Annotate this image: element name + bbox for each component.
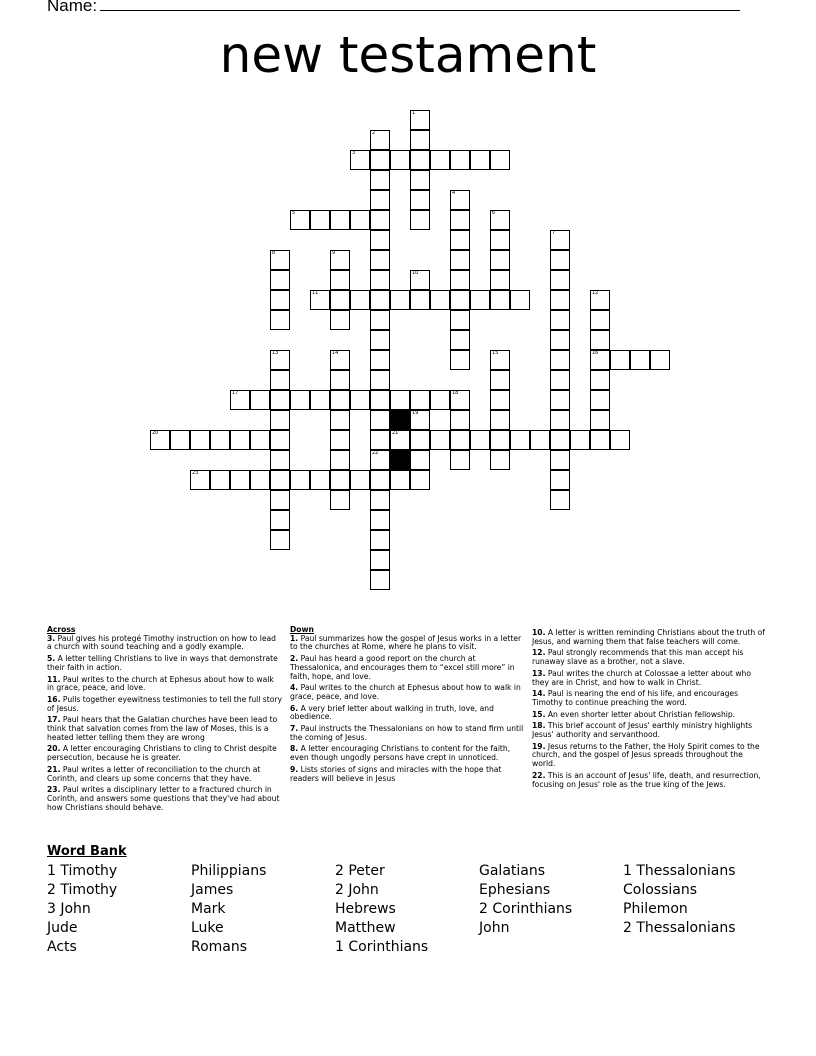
clue-text: Lists stories of signs and miracles with the hope that readers will believe in Jesus <box>290 764 502 783</box>
grid-cell[interactable] <box>330 450 350 470</box>
grid-cell[interactable] <box>550 330 570 350</box>
grid-cell[interactable] <box>490 250 510 270</box>
grid-cell[interactable] <box>610 350 630 370</box>
grid-cell[interactable] <box>550 290 570 310</box>
clue-text: Paul has heard a good report on the church at Thessalonica, and encourages them to “excel still more” in faith, hope, and love. <box>290 654 515 681</box>
word-bank-item: 2 Thessalonians <box>623 920 736 936</box>
down-clue <box>290 725 526 742</box>
clue-text: Paul writes a letter of reconciliation to the church at Corinth, and clears up some concerns that they have. <box>47 764 261 783</box>
down-clues-continued <box>532 629 768 792</box>
clue-number-label: 18. <box>532 721 546 731</box>
clue-number-label: 23. <box>47 785 61 795</box>
grid-cell[interactable] <box>290 470 310 490</box>
clue-number: 22 <box>372 450 379 456</box>
name-label: Name: <box>47 0 98 15</box>
grid-cell[interactable] <box>410 150 430 170</box>
down-clue <box>290 684 526 701</box>
grid-cell[interactable] <box>170 430 190 450</box>
grid-cell[interactable] <box>510 430 530 450</box>
across-clue <box>47 676 283 693</box>
grid-cell[interactable] <box>490 410 510 430</box>
grid-cell[interactable] <box>310 210 330 230</box>
grid-cell[interactable] <box>590 430 610 450</box>
clue-number: 17 <box>232 390 239 396</box>
grid-cell[interactable] <box>370 450 390 470</box>
clue-text: Pulls together eyewitness testimonies to tell the full story of Jesus. <box>47 694 282 713</box>
clue-text: A very brief letter about walking in truth, love, and obedience. <box>290 703 494 722</box>
word-bank-item: 2 Corinthians <box>479 901 573 917</box>
grid-cell[interactable] <box>410 110 430 130</box>
black-cell <box>390 450 410 470</box>
grid-cell[interactable] <box>450 430 470 450</box>
grid-cell[interactable] <box>190 470 210 490</box>
word-bank-item: 1 Timothy <box>47 863 118 879</box>
grid-cell[interactable] <box>450 350 470 370</box>
grid-cell[interactable] <box>330 470 350 490</box>
grid-cell[interactable] <box>450 290 470 310</box>
grid-cell[interactable] <box>270 290 290 310</box>
word-bank-item: Mark <box>191 901 226 917</box>
grid-cell[interactable] <box>490 290 510 310</box>
grid-cell[interactable] <box>370 310 390 330</box>
word-bank-item: 2 Peter <box>335 863 385 879</box>
grid-cell[interactable] <box>550 370 570 390</box>
grid-cell[interactable] <box>370 190 390 210</box>
clue-number: 14 <box>332 350 339 356</box>
grid-cell[interactable] <box>270 450 290 470</box>
grid-cell[interactable] <box>230 470 250 490</box>
grid-cell[interactable] <box>410 270 430 290</box>
clue-number: 3 <box>352 150 356 156</box>
clue-number: 23 <box>192 470 199 476</box>
grid-cell[interactable] <box>310 290 330 310</box>
clue-text: A letter encouraging Christians to content for the faith, even though ungodly persons have crept in unnoticed. <box>290 744 511 763</box>
word-bank-item: 2 John <box>335 882 379 898</box>
grid-cell[interactable] <box>450 310 470 330</box>
grid-cell[interactable] <box>490 270 510 290</box>
grid-cell[interactable] <box>370 290 390 310</box>
grid-cell[interactable] <box>230 390 250 410</box>
grid-cell[interactable] <box>490 390 510 410</box>
clue-number: 6 <box>492 210 496 216</box>
clue-text: An even shorter letter about Christian fellowship. <box>545 709 736 719</box>
word-bank-item: Philemon <box>623 901 688 917</box>
grid-cell[interactable] <box>370 530 390 550</box>
grid-cell[interactable] <box>330 370 350 390</box>
across-clue <box>47 745 283 762</box>
grid-cell[interactable] <box>550 250 570 270</box>
grid-cell[interactable] <box>370 510 390 530</box>
clue-text: Paul is nearing the end of his life, and encourages Timothy to continue preaching the word. <box>532 689 739 707</box>
grid-cell[interactable] <box>410 210 430 230</box>
word-bank-item: Galatians <box>479 863 546 879</box>
grid-cell[interactable] <box>370 330 390 350</box>
grid-cell[interactable] <box>350 390 370 410</box>
grid-cell[interactable] <box>450 230 470 250</box>
grid-cell[interactable] <box>550 350 570 370</box>
down-clue <box>532 690 768 707</box>
grid-cell[interactable] <box>310 390 330 410</box>
grid-cell[interactable] <box>410 410 430 430</box>
grid-cell[interactable] <box>550 470 570 490</box>
word-bank-item: Colossians <box>623 882 698 898</box>
across-clue <box>47 766 283 783</box>
grid-cell[interactable] <box>550 430 570 450</box>
clue-number: 12 <box>592 290 599 296</box>
clue-number: 9 <box>332 250 336 256</box>
grid-cell[interactable] <box>370 390 390 410</box>
grid-cell[interactable] <box>450 410 470 430</box>
grid-cell[interactable] <box>330 430 350 450</box>
word-bank-item: 1 Thessalonians <box>623 863 736 879</box>
down-clue <box>532 722 768 739</box>
grid-cell[interactable] <box>590 290 610 310</box>
clue-text: Paul instructs the Thessalonians on how to stand firm until the coming of Jesus. <box>290 724 524 742</box>
grid-cell[interactable] <box>210 470 230 490</box>
puzzle-title: new testament <box>219 26 597 84</box>
grid-cell[interactable] <box>590 390 610 410</box>
grid-cell[interactable] <box>430 430 450 450</box>
word-bank-item: John <box>479 920 510 936</box>
grid-cell[interactable] <box>570 430 590 450</box>
word-bank-item: 3 John <box>47 901 91 917</box>
clue-number-label: 13. <box>532 668 546 678</box>
grid-cell[interactable] <box>270 470 290 490</box>
grid-cell[interactable] <box>370 270 390 290</box>
word-bank-item: Jude <box>47 920 78 936</box>
grid-cell[interactable] <box>390 290 410 310</box>
grid-cell[interactable] <box>210 430 230 450</box>
grid-cell[interactable] <box>450 330 470 350</box>
clue-number: 21 <box>392 430 399 436</box>
grid-cell[interactable] <box>370 350 390 370</box>
word-bank-item: 1 Corinthians <box>335 939 429 955</box>
grid-cell[interactable] <box>330 350 350 370</box>
down-clue <box>532 743 768 769</box>
down-clue <box>532 629 768 646</box>
clue-text: Paul writes to the church at Ephesus about how to walk in grace, peace, and love. <box>47 674 274 693</box>
clue-number-label: 1. <box>290 633 299 643</box>
down-clue <box>532 649 768 666</box>
down-heading: Down <box>290 625 314 634</box>
clue-text: Paul gives his protegé Timothy instruction on how to lead a church with sound teaching and a godly example. <box>47 633 276 652</box>
grid-cell[interactable] <box>550 230 570 250</box>
grid-cell[interactable] <box>410 430 430 450</box>
clue-text: This is an account of Jesus' life, death, and resurrection, focusing on Jesus' role as the true king of the Jews. <box>532 770 761 789</box>
clue-text: This brief account of Jesus' earthly ministry highlights Jesus' authority and servanthood. <box>532 721 753 740</box>
grid-cell[interactable] <box>370 410 390 430</box>
clue-number-label: 20. <box>47 744 61 754</box>
grid-cell[interactable] <box>330 210 350 230</box>
grid-cell[interactable] <box>330 290 350 310</box>
grid-cell[interactable] <box>490 230 510 250</box>
clue-number: 18 <box>452 390 459 396</box>
grid-cell[interactable] <box>530 430 550 450</box>
grid-cell[interactable] <box>270 310 290 330</box>
grid-cell[interactable] <box>450 150 470 170</box>
down-clue <box>532 772 768 789</box>
grid-cell[interactable] <box>330 490 350 510</box>
clue-number-label: 5. <box>47 654 56 664</box>
grid-cell[interactable] <box>490 210 510 230</box>
grid-cell[interactable] <box>430 390 450 410</box>
grid-cell[interactable] <box>430 150 450 170</box>
clue-number-label: 10. <box>532 628 546 637</box>
grid-cell[interactable] <box>230 430 250 450</box>
grid-cell[interactable] <box>450 210 470 230</box>
clue-number: 7 <box>552 230 556 236</box>
across-clue <box>47 696 283 713</box>
grid-cell[interactable] <box>270 390 290 410</box>
clue-number-label: 12. <box>532 648 546 658</box>
grid-cell[interactable] <box>370 130 390 150</box>
grid-cell[interactable] <box>370 430 390 450</box>
clue-text: Paul hears that the Galatian churches have been lead to think that salvation comes from the law of Moses, this is a heated letter telling them they are wrong <box>47 715 278 742</box>
clue-text: Paul strongly recommends that this man accept his runaway slave as a brother, not a slave. <box>532 648 744 667</box>
grid-cell[interactable] <box>590 350 610 370</box>
clue-number-label: 3. <box>47 633 56 643</box>
grid-cell[interactable] <box>450 450 470 470</box>
grid-cell[interactable] <box>270 370 290 390</box>
grid-cell[interactable] <box>650 350 670 370</box>
down-clue <box>532 670 768 687</box>
grid-cell[interactable] <box>270 410 290 430</box>
grid-cell[interactable] <box>330 410 350 430</box>
across-clue <box>47 716 283 742</box>
grid-cell[interactable] <box>250 430 270 450</box>
grid-cell[interactable] <box>310 470 330 490</box>
grid-cell[interactable] <box>270 270 290 290</box>
clue-text: A letter telling Christians to live in ways that demonstrate their faith in action. <box>47 654 278 672</box>
clue-number: 2 <box>372 130 376 136</box>
clue-number: 10 <box>412 270 419 276</box>
grid-cell[interactable] <box>270 490 290 510</box>
clue-number: 19 <box>412 410 419 416</box>
grid-cell[interactable] <box>370 370 390 390</box>
clue-text: A letter encouraging Christians to cling to Christ despite persecution, because he is greater. <box>47 744 277 763</box>
black-cell <box>390 410 410 430</box>
grid-cell[interactable] <box>490 450 510 470</box>
clue-number-label: 11. <box>47 674 61 684</box>
grid-cell[interactable] <box>410 170 430 190</box>
grid-cell[interactable] <box>510 290 530 310</box>
grid-cell[interactable] <box>370 230 390 250</box>
clue-number-label: 19. <box>532 741 546 751</box>
grid-cell[interactable] <box>590 310 610 330</box>
clue-number-label: 9. <box>290 764 299 774</box>
clue-text: Paul writes the church at Colossae a letter about who they are in Christ, and how to walk in Christ. <box>532 668 751 687</box>
clue-text: Jesus returns to the Father, the Holy Spirit comes to the church, and the gospel of Jesus spreads throughout the world. <box>532 741 760 769</box>
grid-cell[interactable] <box>190 430 210 450</box>
grid-cell[interactable] <box>410 290 430 310</box>
grid-cell[interactable] <box>150 430 170 450</box>
across-clues <box>47 626 283 815</box>
clue-number-label: 8. <box>290 744 299 754</box>
grid-cell[interactable] <box>390 390 410 410</box>
across-clue <box>47 635 283 652</box>
across-clue <box>47 786 283 812</box>
grid-cell[interactable] <box>450 250 470 270</box>
grid-cell[interactable] <box>330 390 350 410</box>
grid-cell[interactable] <box>490 150 510 170</box>
grid-cell[interactable] <box>350 290 370 310</box>
grid-cell[interactable] <box>410 190 430 210</box>
grid-cell[interactable] <box>430 290 450 310</box>
grid-cell[interactable] <box>290 210 310 230</box>
grid-cell[interactable] <box>330 250 350 270</box>
grid-cell[interactable] <box>590 330 610 350</box>
grid-cell[interactable] <box>290 390 310 410</box>
grid-cell[interactable] <box>350 150 370 170</box>
grid-cell[interactable] <box>470 290 490 310</box>
grid-cell[interactable] <box>330 270 350 290</box>
word-bank <box>47 862 787 957</box>
word-bank-title: Word Bank <box>47 844 127 859</box>
grid-cell[interactable] <box>390 470 410 490</box>
word-bank-item: Matthew <box>335 920 396 936</box>
grid-cell[interactable] <box>270 430 290 450</box>
grid-cell[interactable] <box>550 310 570 330</box>
grid-cell[interactable] <box>250 470 270 490</box>
grid-cell[interactable] <box>590 370 610 390</box>
clue-number-label: 17. <box>47 715 61 725</box>
word-bank-item: Romans <box>191 939 248 955</box>
down-clue <box>290 705 526 722</box>
down-clue <box>290 635 526 652</box>
grid-cell[interactable] <box>550 270 570 290</box>
grid-cell[interactable] <box>370 210 390 230</box>
clue-number: 4 <box>452 190 456 196</box>
grid-cell[interactable] <box>630 350 650 370</box>
grid-cell[interactable] <box>550 450 570 470</box>
clue-number: 15 <box>492 350 499 356</box>
clue-text: Paul writes to the church at Ephesus about how to walk in grace, peace, and love. <box>290 683 521 701</box>
grid-cell[interactable] <box>450 270 470 290</box>
grid-cell[interactable] <box>390 150 410 170</box>
grid-cell[interactable] <box>550 490 570 510</box>
grid-cell[interactable] <box>370 470 390 490</box>
grid-cell[interactable] <box>610 430 630 450</box>
grid-cell[interactable] <box>370 570 390 590</box>
grid-cell[interactable] <box>410 390 430 410</box>
grid-cell[interactable] <box>330 310 350 330</box>
grid-cell[interactable] <box>450 190 470 210</box>
grid-cell[interactable] <box>370 550 390 570</box>
clue-number: 16 <box>592 350 599 356</box>
clue-number-label: 2. <box>290 654 299 664</box>
grid-cell[interactable] <box>470 430 490 450</box>
grid-cell[interactable] <box>270 510 290 530</box>
grid-cell[interactable] <box>350 210 370 230</box>
clue-number-label: 16. <box>47 694 61 704</box>
grid-cell[interactable] <box>590 410 610 430</box>
clue-number: 1 <box>412 110 416 116</box>
grid-cell[interactable] <box>390 430 410 450</box>
grid-cell[interactable] <box>490 430 510 450</box>
clue-number-label: 4. <box>290 683 299 693</box>
clue-number-label: 22. <box>532 770 546 780</box>
grid-cell[interactable] <box>270 530 290 550</box>
grid-cell[interactable] <box>550 390 570 410</box>
clue-number: 20 <box>152 430 159 436</box>
clue-text: Paul writes a disciplinary letter to a fractured church in Corinth, and answers some questions that they've had about how Christians should behave. <box>47 785 280 812</box>
grid-cell[interactable] <box>250 390 270 410</box>
across-clue <box>47 655 283 672</box>
down-clue <box>290 766 526 783</box>
word-bank-item: Luke <box>191 920 224 936</box>
grid-cell[interactable] <box>370 150 390 170</box>
grid-cell[interactable] <box>550 410 570 430</box>
clue-number: 11 <box>312 290 319 296</box>
grid-cell[interactable] <box>450 390 470 410</box>
word-bank-item: Ephesians <box>479 882 551 898</box>
grid-cell[interactable] <box>370 490 390 510</box>
grid-cell[interactable] <box>370 250 390 270</box>
grid-cell[interactable] <box>410 450 430 470</box>
across-heading: Across <box>47 625 76 634</box>
clue-number: 13 <box>272 350 279 356</box>
down-clue <box>290 655 526 681</box>
grid-cell[interactable] <box>370 170 390 190</box>
word-bank-item: 2 Timothy <box>47 882 118 898</box>
grid-cell[interactable] <box>270 250 290 270</box>
down-clues <box>290 626 526 786</box>
word-bank-item: James <box>191 882 234 898</box>
word-bank-item: Acts <box>47 939 77 955</box>
word-bank-item: Hebrews <box>335 901 396 917</box>
grid-cell[interactable] <box>410 130 430 150</box>
clue-number-label: 6. <box>290 703 299 713</box>
word-bank-item: Philippians <box>191 863 267 879</box>
clue-text: A letter is written reminding Christians about the truth of Jesus, and warning them that false teachers will come. <box>532 628 765 646</box>
grid-cell[interactable] <box>270 350 290 370</box>
grid-cell[interactable] <box>410 470 430 490</box>
clue-text: Paul summarizes how the gospel of Jesus works in a letter to the churches at Rome, where he plans to visit. <box>290 633 522 652</box>
down-clue <box>532 711 768 720</box>
clue-number: 8 <box>272 250 276 256</box>
clue-number-label: 15. <box>532 709 546 719</box>
grid-cell[interactable] <box>490 350 510 370</box>
clue-number-label: 21. <box>47 764 61 774</box>
grid-cell[interactable] <box>490 370 510 390</box>
clue-number: 5 <box>292 210 296 216</box>
clue-number-label: 14. <box>532 689 546 699</box>
grid-cell[interactable] <box>470 150 490 170</box>
clue-number-label: 7. <box>290 724 299 734</box>
down-clue <box>290 745 526 762</box>
grid-cell[interactable] <box>350 470 370 490</box>
